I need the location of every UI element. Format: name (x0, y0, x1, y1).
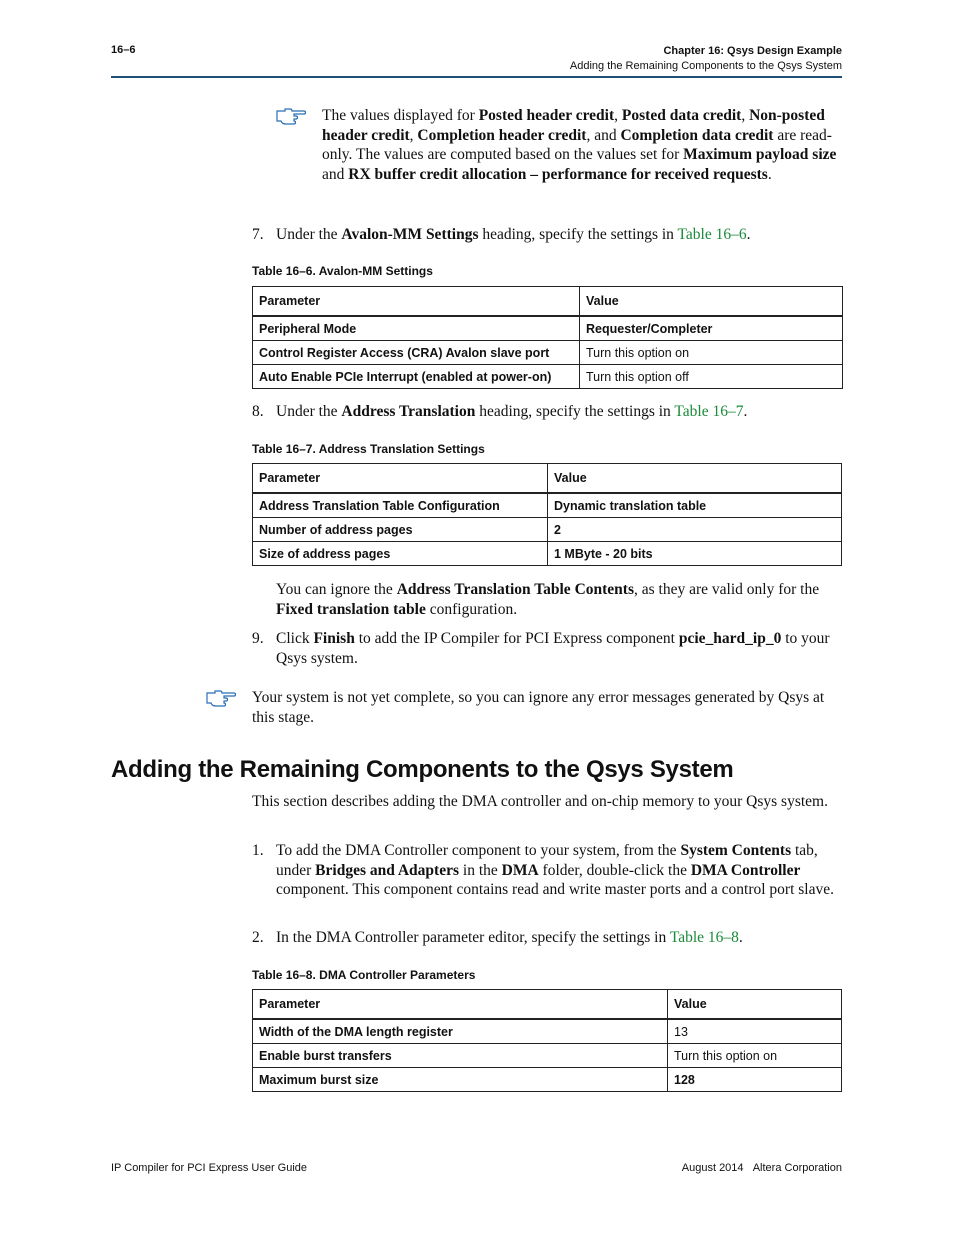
step-7-number: 7. (252, 226, 264, 243)
param-cell: Maximum burst size (253, 1068, 668, 1092)
page-number: 16–6 (111, 44, 136, 56)
value-cell: 128 (668, 1068, 842, 1092)
ignore-contents-paragraph: You can ignore the Address Translation Table Contents, as they are valid only for the Fixed translation table configuration. (276, 581, 820, 618)
note-hand-icon (206, 690, 236, 713)
header-parameter: Parameter (253, 990, 668, 1020)
note-hand-icon (276, 108, 306, 131)
param-cell: Size of address pages (253, 542, 548, 566)
param-cell: Enable burst transfers (253, 1044, 668, 1068)
param-cell: Auto Enable PCIe Interrupt (enabled at power-on) (253, 365, 580, 389)
value-cell: 2 (548, 518, 842, 542)
table-row (253, 542, 842, 566)
table-16-8-link[interactable]: Table 16–8 (669, 929, 739, 946)
footer-right (682, 1162, 842, 1174)
table-header-row (253, 464, 842, 494)
section-heading: Adding the Remaining Components to the Qsys System (111, 756, 734, 783)
table-header-row (253, 990, 842, 1020)
step-7-text: Under the Avalon-MM Settings heading, specify the settings in Table 16–6. (276, 226, 751, 243)
step-9-number: 9. (252, 630, 264, 647)
footer-date: August 2014 (681, 1162, 744, 1174)
footer-company: Altera Corporation (752, 1162, 842, 1174)
table-row (253, 493, 842, 518)
table-16-8 (252, 989, 842, 1092)
param-cell: Width of the DMA length register (253, 1019, 668, 1044)
footer-guide-title: IP Compiler for PCI Express User Guide (111, 1162, 308, 1174)
header-parameter: Parameter (253, 464, 548, 494)
value-cell: Turn this option off (580, 365, 843, 389)
table-16-7-caption: Table 16–7. Address Translation Settings (252, 442, 485, 456)
table-row (253, 341, 843, 365)
table-row (253, 365, 843, 389)
section-title: Adding the Remaining Components to the Qsys System (569, 60, 842, 72)
table-header-row (253, 287, 843, 317)
step-9-text: Click Finish to add the IP Compiler for PCI Express component pcie_hard_ip_0 to your Qsys system. (276, 630, 830, 667)
step-8-text: Under the Address Translation heading, specify the settings in Table 16–7. (276, 403, 748, 420)
section-step-2-number: 2. (252, 929, 264, 946)
param-cell: Peripheral Mode (253, 316, 580, 341)
table-row (253, 518, 842, 542)
param-cell: Address Translation Table Configuration (253, 493, 548, 518)
value-cell: Turn this option on (580, 341, 843, 365)
running-header (570, 44, 842, 74)
header-rule (111, 76, 842, 78)
header-value: Value (548, 464, 842, 494)
table-16-8-caption: Table 16–8. DMA Controller Parameters (252, 968, 476, 982)
section-step-2-text: In the DMA Controller parameter editor, specify the settings in Table 16–8. (276, 929, 743, 946)
note-system-incomplete: Your system is not yet complete, so you can ignore any error messages generated by Qsys at this stage. (252, 689, 825, 726)
table-row (253, 1019, 842, 1044)
chapter-title: Chapter 16: Qsys Design Example (663, 45, 842, 57)
table-row (253, 1068, 842, 1092)
value-cell: 13 (668, 1019, 842, 1044)
value-cell: Dynamic translation table (548, 493, 842, 518)
step-8-number: 8. (252, 403, 264, 420)
table-16-6-link[interactable]: Table 16–6 (677, 226, 747, 243)
value-cell: 1 MByte - 20 bits (548, 542, 842, 566)
table-row (253, 316, 843, 341)
header-value: Value (580, 287, 843, 317)
header-value: Value (668, 990, 842, 1020)
table-16-7-link[interactable]: Table 16–7 (674, 403, 744, 420)
section-intro: This section describes adding the DMA controller and on-chip memory to your Qsys system. (252, 793, 828, 810)
value-cell: Requester/Completer (580, 316, 843, 341)
param-cell: Number of address pages (253, 518, 548, 542)
table-16-7 (252, 463, 842, 566)
header-parameter: Parameter (253, 287, 580, 317)
table-16-6-caption: Table 16–6. Avalon-MM Settings (252, 264, 433, 278)
value-cell: Turn this option on (668, 1044, 842, 1068)
section-step-1-text: To add the DMA Controller component to your system, from the System Contents tab, under Bridges and Adapters in the DMA folder, double-click the DMA Controller component. This component contains read and write master ports and a control port slave. (276, 842, 834, 899)
section-step-1-number: 1. (252, 842, 264, 859)
note-readonly-credits: The values displayed for Posted header credit, Posted data credit, Non-posted header credit, Completion header credit, and Completion data credit are read-only. The values are computed based on the values set for Maximum payload size and RX buffer credit allocation – performance for received requests. (322, 107, 837, 183)
table-row (253, 1044, 842, 1068)
table-16-6 (252, 286, 843, 389)
param-cell: Control Register Access (CRA) Avalon slave port (253, 341, 580, 365)
